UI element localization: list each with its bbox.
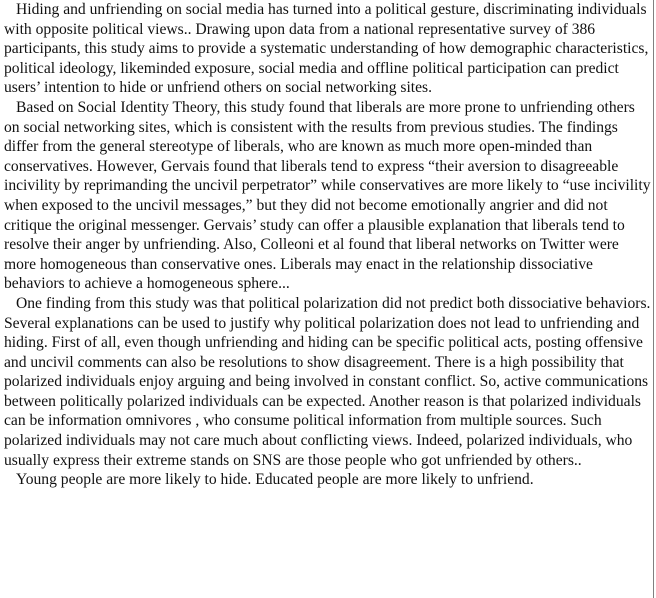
paragraph-conclusion: Young people are more likely to hide. Educated people are more likely to unfriend. <box>16 471 534 489</box>
paragraph-intro: Hiding and unfriending on social media has turned into a political gesture, discriminating individuals with opposite political views.. Drawing upon data from a national representative survey of 386 participants, this study aims to provide a systematic understanding of how demographic characteristics, political ideology, likeminded exposure, social media and offline political participation can predict users’ intention to hide or unfriend others on social networking sites. <box>4 1 649 97</box>
paragraph-social-identity: Based on Social Identity Theory, this study found that liberals are more prone to unfriending others on social networking sites, which is consistent with the results from previous studies. The findings differ from the general stereotype of liberals, who are known as much more open-minded than conservatives. However, Gervais found that liberals tend to express “their aversion to disagreeable incivility by reprimanding the uncivil perpetrator” while conservatives are more likely to “use incivility when exposed to the uncivil messages,” but they did not become emotionally angrier and did not critique the original messenger. Gervais’ study can offer a plausible explanation that liberals tend to resolve their anger by unfriending. Also, Colleoni et al found that liberal networks on Twitter were more homogeneous than conservative ones. Liberals may enact in the relationship dissociative behaviors to achieve a homogeneous sphere... <box>4 98 651 293</box>
document-body <box>4 0 652 490</box>
paragraph-polarization: One finding from this study was that political polarization did not predict both dissociative behaviors. Several explanations can be used to justify why political polarization does not lead to unfriending and hiding. First of all, even though unfriending and hiding can be specific political acts, posting offensive and uncivil comments can also be resolutions to show disagreement. There is a high possibility that polarized individuals enjoy arguing and being involved in constant conflict. So, active communications between politically polarized individuals can be expected. Another reason is that polarized individuals can be information omnivores , who consume political information from multiple sources. Such polarized individuals may not care much about conflicting views. Indeed, polarized individuals, who usually express their extreme stands on SNS are those people who got unfriended by others.. <box>4 294 651 469</box>
